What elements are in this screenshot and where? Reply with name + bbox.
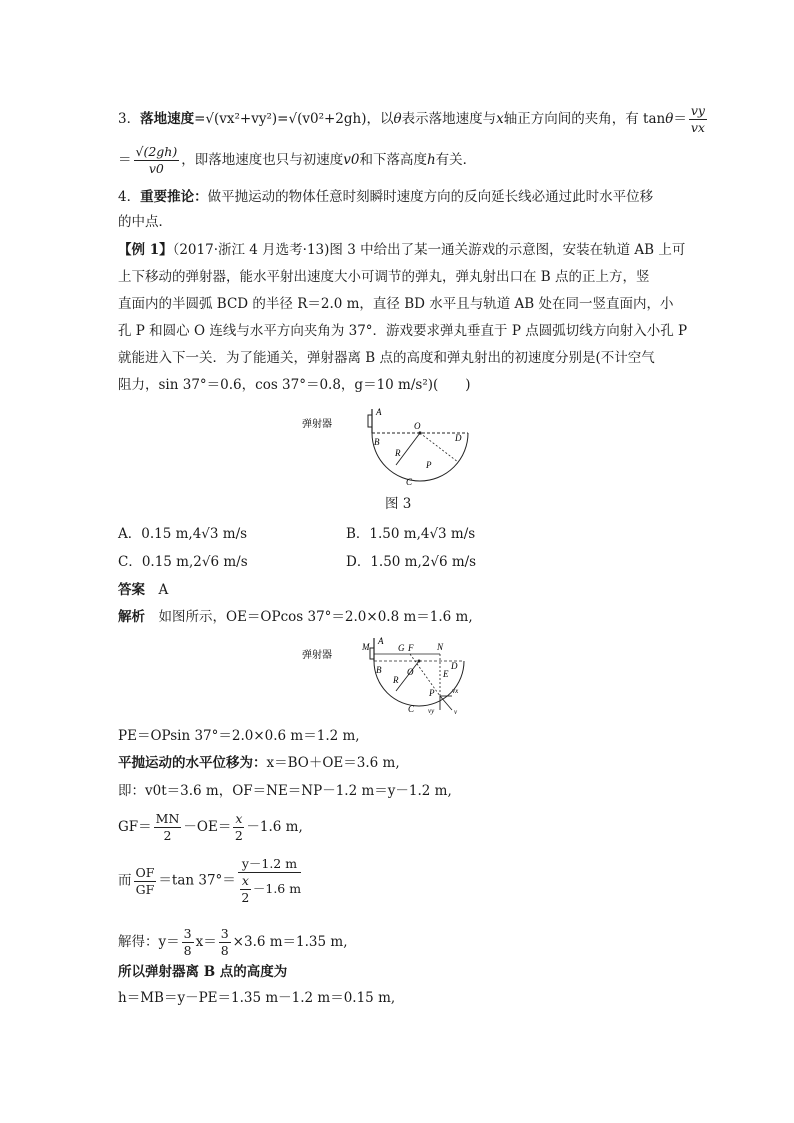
solution-ji: 即：v0t＝3.6 m，OF＝NE＝NP－1.2 m＝y－1.2 m,: [118, 783, 452, 799]
label-b-2: B: [376, 665, 382, 675]
example-line-2: 上下移动的弹射器，能水平射出速度大小可调节的弹丸，弹丸射出口在 B 点的正上方，竖: [118, 269, 650, 285]
example-line-1: 【例 1】（2017·浙江 4 月选考·13)图 3 中给出了某一通关游戏的示意图，安装在轨道 AB 上可: [118, 242, 686, 258]
item4-line2: 的中点．: [118, 214, 172, 230]
label-r-2: R: [393, 675, 399, 685]
label-n: N: [437, 642, 444, 652]
solution-gf: GF＝ $\frac{MN}{2}$ －OE＝ $\frac{x}{2}$ －1.6 m,: [118, 811, 303, 843]
example-line-5: 就能进入下一关．为了能通关，弹射器离 B 点的高度和弹丸射出的初速度分别是(不计空气: [118, 350, 655, 366]
item3-line2: ＝ $\frac{√(2gh)}{v0}$ ，即落地速度也只与初速度v0和下落高度h有关．: [118, 144, 477, 176]
option-a[interactable]: A．0.15 m,4√3 m/s: [118, 526, 248, 542]
option-c[interactable]: C．0.15 m,2√6 m/s: [118, 554, 248, 570]
solution-label: 解析: [118, 609, 145, 625]
label-e: E: [443, 669, 449, 679]
label-o-2: O: [407, 667, 414, 677]
label-v: v: [454, 708, 458, 716]
label-p-2: P: [429, 688, 435, 698]
label-r: R: [395, 448, 401, 458]
center-o-2: [418, 660, 421, 663]
solution-jie: 解得：y＝ $\frac{3}{8}$ x＝ $\frac{3}{8}$ ×3.6 m＝1.35 m,: [118, 926, 348, 958]
label-c: C: [406, 477, 413, 487]
label-b: B: [374, 437, 380, 447]
label-a-2: A: [378, 636, 384, 646]
solution-line-1: 解析 如图所示，OE＝OPcos 37°＝2.0×0.8 m＝1.6 m,: [118, 609, 473, 625]
solution-ratio: 而 $\frac{OF}{GF}$ ＝tan 37°＝ y－1.2 m $\frac{x}{2}$ －1.6 m: [118, 856, 302, 905]
launcher-block: [368, 415, 372, 427]
compound-fraction: y－1.2 m $\frac{x}{2}$ －1.6 m: [238, 856, 301, 906]
op-line: [420, 433, 458, 462]
option-b[interactable]: B．1.50 m,4√3 m/s: [346, 526, 476, 542]
center-o: [418, 431, 421, 434]
item3-formula: =√(vx²+vy²)=√(v0²+2gh): [194, 111, 367, 127]
label-vy: vy: [428, 707, 435, 715]
label-g: G: [398, 643, 405, 653]
solution-so: 所以弹射器离 B 点的高度为: [118, 964, 288, 980]
figure-3-caption: 图 3: [385, 496, 412, 512]
solution-h: h＝MB＝y－PE＝1.35 m－1.2 m＝0.15 m,: [118, 990, 396, 1006]
semicircle-arc: [372, 433, 468, 481]
answer-label: 答案: [118, 582, 145, 598]
label-c-2: C: [408, 704, 415, 714]
label-f: F: [408, 643, 414, 653]
trajectory-line: [410, 654, 440, 696]
sqrt-fraction: $\frac{√(2gh)}{v0}$: [135, 144, 178, 176]
item4-label: 重要推论：: [140, 189, 208, 205]
answer-line: [118, 580, 168, 600]
label-a: A: [376, 407, 382, 417]
item3-label: 落地速度: [140, 111, 195, 127]
solution-displacement: 平抛运动的水平位移为：x＝BO＋OE＝3.6 m,: [118, 755, 400, 771]
label-launcher-2: 弹射器: [302, 650, 332, 661]
example-tag: 【例 1】: [118, 242, 173, 258]
solution-diagram: [300, 636, 470, 718]
label-m: M: [362, 642, 370, 652]
item4-line1: 4．重要推论：做平抛运动的物体任意时刻瞬时速度方向的反向延长线必通过此时水平位移: [118, 189, 654, 205]
solution-pe: PE＝OPsin 37°＝2.0×0.6 m＝1.2 m,: [118, 728, 360, 744]
launcher-block-2: [370, 648, 374, 659]
label-vx: vx: [452, 687, 459, 695]
label-o: O: [414, 421, 421, 431]
figure-3-diagram: [300, 405, 470, 495]
label-d: D: [455, 433, 462, 443]
label-p: P: [426, 460, 432, 470]
example-line-4: 孔 P 和圆心 O 连线与水平方向夹角为 37°．游戏要求弹丸垂直于 P 点圆弧切线方向射入小孔 P: [118, 323, 688, 339]
label-d-2: D: [451, 661, 458, 671]
velocity-v: [440, 696, 452, 710]
item3-line1: 3．落地速度=√(vx²+vy²)=√(v0²+2gh)，以θ表示落地速度与x轴正方向间的夹角，有 tanθ＝ $\frac{vy}{vx}$: [118, 103, 705, 135]
tan-fraction: $\frac{vy}{vx}$: [690, 103, 705, 135]
label-launcher: 弹射器: [302, 419, 332, 430]
example-line-3: 直面内的半圆弧 BCD 的半径 R＝2.0 m，直径 BD 水平且与轨道 AB 处在同一竖直面内，小: [118, 296, 674, 312]
answer-value: A: [158, 582, 169, 598]
example-line-6: 阻力，sin 37°＝0.6，cos 37°＝0.8，g＝10 m/s²)( ): [118, 377, 471, 393]
option-d[interactable]: D．1.50 m,2√6 m/s: [346, 554, 477, 570]
